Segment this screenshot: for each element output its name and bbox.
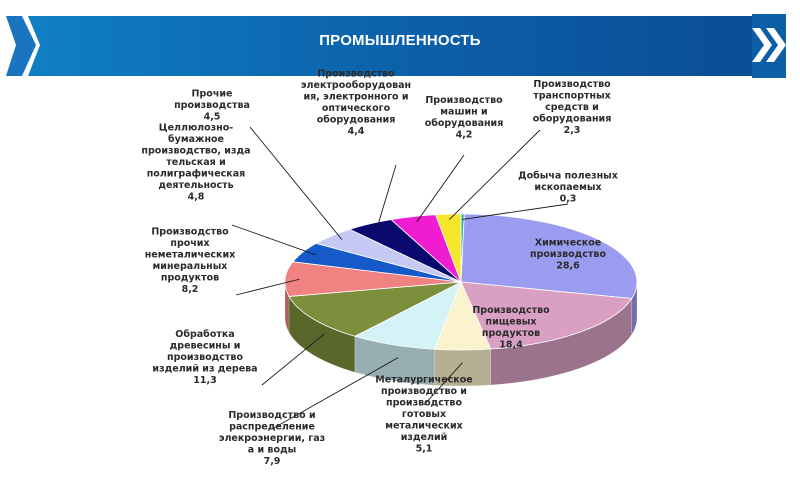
slice-value: 4,4 <box>347 125 365 137</box>
slice-value: 4,2 <box>455 129 473 141</box>
slice-label <box>375 375 472 455</box>
slice-label-line: Добыча полезных <box>518 170 618 182</box>
slice-label-line: производство <box>167 352 243 363</box>
slice-label-line: ископаемых <box>534 182 602 193</box>
slice-label <box>533 79 612 136</box>
slice-label-line: неметалических <box>144 249 236 261</box>
slice-label-line: оборудования <box>316 114 396 126</box>
slice-label-line: деятельность <box>158 180 234 191</box>
slice-label-line: производство и <box>381 386 467 397</box>
slice-label-line: Производство <box>533 79 611 90</box>
slice-label-line: бумажное <box>168 134 224 145</box>
slice-label-line: продуктов <box>160 272 220 284</box>
slice-label-line: Химическое <box>534 237 602 249</box>
slice-label-line: Производство <box>151 226 229 238</box>
slice-label-line: Целлюлозно- <box>158 122 234 134</box>
slice-label-line: Производство <box>425 94 503 106</box>
slice-label-line: оборудования <box>532 113 612 125</box>
slice-label-line: Производство и <box>228 410 316 421</box>
slice-value: 28,6 <box>556 260 580 272</box>
slice-label-line: металических <box>385 420 463 432</box>
slice-label-line: тельская и <box>166 157 226 168</box>
slice-label-line: оборудования <box>424 117 504 129</box>
slice-label-line: производство, изда <box>141 145 251 157</box>
slice-label <box>219 410 325 467</box>
slice-label-line: пищевых <box>485 316 537 328</box>
slice-value: 2,3 <box>563 125 581 136</box>
slice-label <box>152 329 257 386</box>
slice-label <box>141 123 250 203</box>
slice-label-line: оптического <box>321 102 391 114</box>
slice-label <box>301 68 411 137</box>
slice-label <box>174 89 250 123</box>
leader-line <box>232 225 315 255</box>
slice-label-line: транспортных <box>533 90 611 102</box>
slice-label-line: Обработка <box>175 329 235 340</box>
slice-label-line: изделий <box>400 432 448 443</box>
leader-line <box>250 127 342 240</box>
slice-label-line: Металургическое <box>375 374 473 386</box>
slice-value: 4,5 <box>203 111 221 123</box>
slice-label-line: производство <box>530 249 606 260</box>
slice-value: 4,8 <box>187 191 205 203</box>
slice-label <box>518 171 618 205</box>
slice-label-line: а и воды <box>247 444 297 456</box>
slice-label-line: машин и <box>440 106 488 118</box>
leader-line <box>262 334 325 385</box>
slice-label-line: минеральных <box>152 260 228 272</box>
slice-value: 5,1 <box>415 443 433 455</box>
slice-label-line: Производство <box>472 304 550 316</box>
page-title: ПРОМЫШЛЕННОСТЬ <box>319 32 481 49</box>
slice-label <box>145 226 236 295</box>
slice-label-line: средств и <box>545 102 599 113</box>
slice-label-line: изделий из дерева <box>152 363 258 375</box>
slice-label-line: распределение <box>229 421 315 433</box>
slice-label-line: готовых <box>401 409 447 420</box>
slice-value: 8,2 <box>181 283 199 295</box>
slice-label-line: электрооборудован <box>300 79 412 91</box>
slice-label-line: ия, электронного и <box>303 91 409 103</box>
slice-label-line: производство <box>386 397 462 409</box>
slice-label-line: элекроэнергии, газ <box>218 433 326 444</box>
slice-value: 18,4 <box>499 339 523 351</box>
slice-label <box>425 95 504 141</box>
slice-label-line: полиграфическая <box>146 168 246 180</box>
slice-label-line: древесины и <box>169 340 241 352</box>
slice-label-line: производства <box>174 100 250 111</box>
slice-label-line: прочих <box>170 237 210 249</box>
slice-label-line: продуктов <box>481 327 541 339</box>
slice-label-line: Прочие <box>191 88 233 100</box>
slice-value: 7,9 <box>263 456 281 467</box>
slice-value: 11,3 <box>193 375 217 386</box>
slice-label-line: Производство <box>317 68 395 80</box>
slice-value: 0,3 <box>559 193 577 205</box>
